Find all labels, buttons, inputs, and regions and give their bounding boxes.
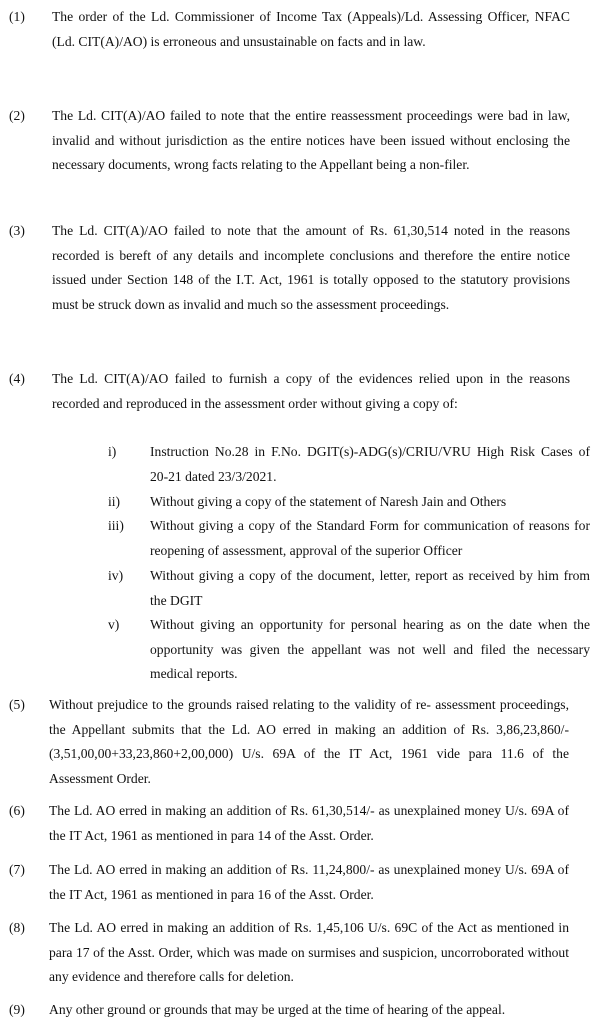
ground-number: (1) [9,9,25,24]
subitem-number: ii) [108,494,121,509]
ground-text: The Ld. CIT(A)/AO failed to note that the entire reassessment proceedings were bad in law, invalid and without jurisdiction as the entire notices have been issued without enclosing the necessary documents, wrong facts relating to the Appellant being a non-filer. [52,108,570,172]
subitem-text: Without giving a copy of the statement of Naresh Jain and Others [150,494,507,509]
ground-number: (7) [9,862,25,877]
subitem-text: Without giving a copy of the Standard Form for communication of reasons for reopening of assessment, approval of the superior Officer [150,518,590,558]
ground-text: The Ld. AO erred in making an addition of Rs. 61,30,514/- as unexplained money U/s. 69A of the IT Act, 1961 as mentioned in para 14 of the Asst. Order. [49,803,569,843]
ground-number: (8) [9,920,25,935]
subitem-number: v) [108,617,120,632]
subitem-text: Without giving an opportunity for personal hearing as on the date when the opportunity was given the appellant was not well and filed the necessary medical reports. [150,617,590,681]
ground-number: (6) [9,803,25,818]
ground-text: The Ld. AO erred in making an addition of Rs. 11,24,800/- as unexplained money U/s. 69A of the IT Act, 1961 as mentioned in para 16 of the Asst. Order. [49,862,569,902]
ground-text: Without prejudice to the grounds raised relating to the validity of re- assessment proceedings, the Appellant submits that the Ld. AO erred in making an addition of Rs. 3,86,23,860/- (3,51,00,00+33,23,860+2,00,000) U/s. 69A of the IT Act, 1961 vide para 11.6 of the Assessment Order. [49,697,569,786]
subitem-text: Without giving a copy of the document, letter, report as received by him from the DGIT [150,568,590,608]
ground-number: (5) [9,697,25,712]
subitem-number: i) [108,444,117,459]
ground-number: (9) [9,1002,25,1017]
ground-number: (4) [9,371,25,386]
ground-text: Any other ground or grounds that may be urged at the time of hearing of the appeal. [49,1002,506,1017]
subitem-number: iv) [108,568,124,583]
ground-number: (3) [9,223,25,238]
ground-number: (2) [9,108,25,123]
ground-text: The Ld. CIT(A)/AO failed to furnish a copy of the evidences relied upon in the reasons recorded and reproduced in the assessment order without giving a copy of: [52,371,570,411]
subitem-text: Instruction No.28 in F.No. DGIT(s)-ADG(s)/CRIU/VRU High Risk Cases of 20-21 dated 23/3/2021. [150,444,590,484]
ground-text: The Ld. CIT(A)/AO failed to note that the amount of Rs. 61,30,514 noted in the reasons recorded is bereft of any details and incomplete conclusions and therefore the entire notice issued under Section 148 of the I.T. Act, 1961 is totally opposed to the statutory provisions must be struck down as invalid and much so the assessment proceedings. [52,223,570,312]
ground-text: The order of the Ld. Commissioner of Income Tax (Appeals)/Ld. Assessing Officer, NFAC (Ld. CIT(A)/AO) is erroneous and unsustainable on facts and in law. [52,9,570,49]
subitem-number: iii) [108,518,124,533]
ground-text: The Ld. AO erred in making an addition of Rs. 1,45,106 U/s. 69C of the Act as mentioned in para 17 of the Asst. Order, which was made on surmises and suspicion, uncorroborated without any evidence and therefore calls for deletion. [49,920,569,984]
